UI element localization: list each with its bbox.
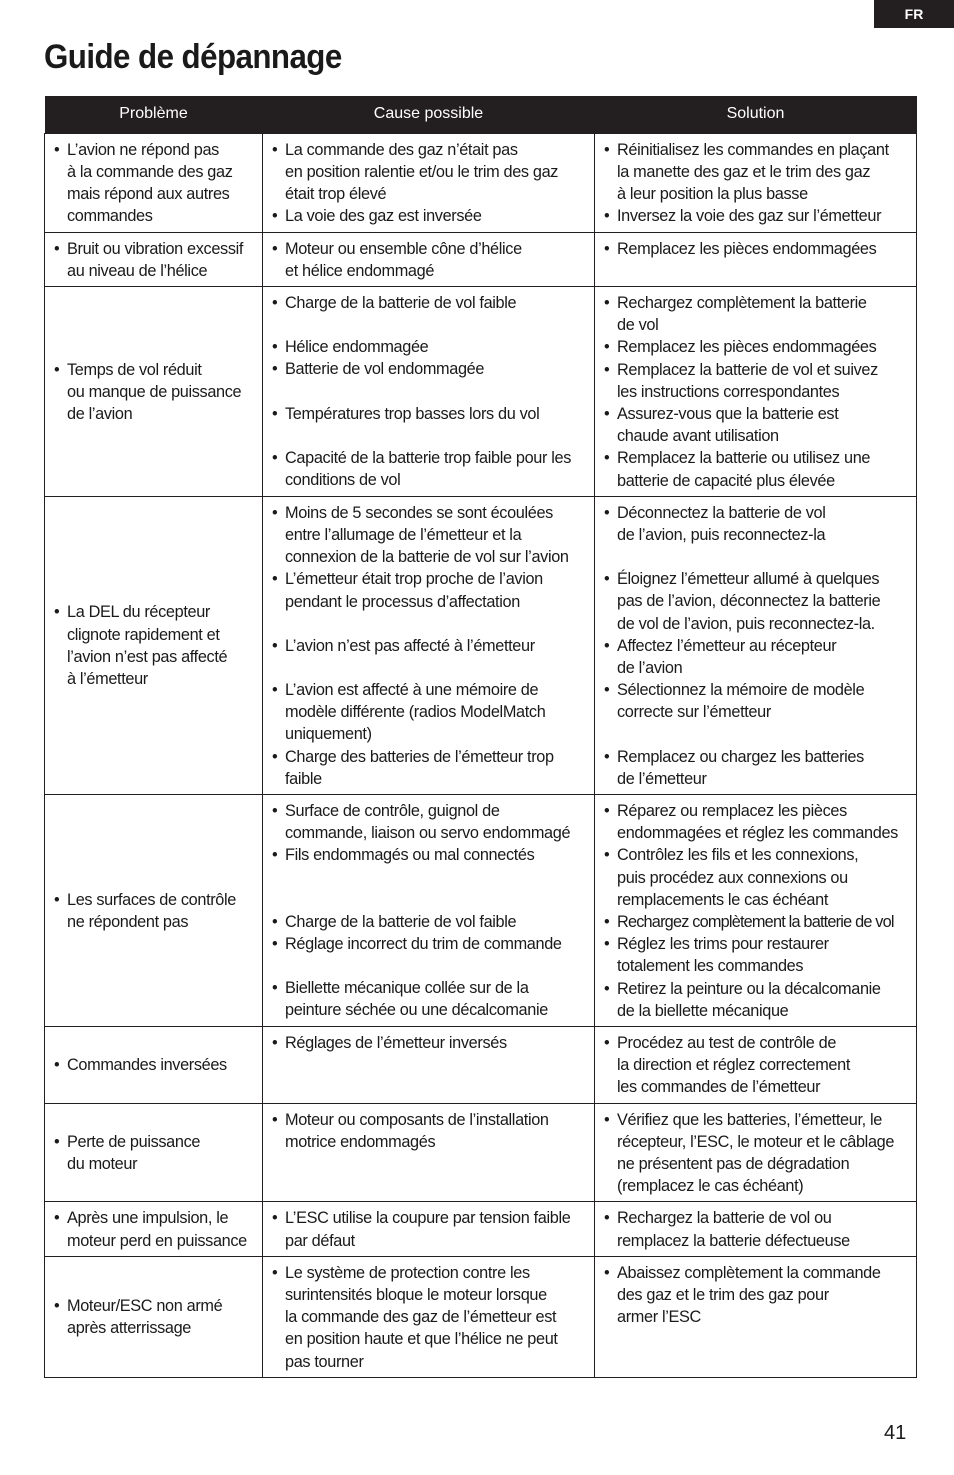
solution-item: • Assurez-vous que la batterie est chaude avant utilisation (604, 403, 908, 447)
cause-item: • Batterie de vol endommagée (272, 358, 586, 380)
table-header-row (45, 96, 917, 133)
cause-cell (263, 1202, 595, 1256)
table-body (45, 133, 917, 1377)
solution-item: • Réinitialisez les commandes en plaçant la manette des gaz et le trim des gaz à leur position la plus basse (604, 139, 908, 206)
problem-text: • Bruit ou vibration excessif au niveau de l’hélice (54, 238, 254, 282)
solution-item: • Remplacez la batterie de vol et suivez les instructions correspondantes (604, 359, 908, 403)
solution-cell (595, 286, 917, 496)
solution-item: • Rechargez complètement la batterie de vol (604, 292, 908, 336)
problem-text: • Les surfaces de contrôle ne répondent pas (54, 889, 254, 933)
problem-text: • Après une impulsion, le moteur perd en puissance (54, 1207, 254, 1251)
solution-item: • Sélectionnez la mémoire de modèle correcte sur l’émetteur (604, 679, 908, 723)
solution-item: • Affectez l’émetteur au récepteur de l’avion (604, 635, 908, 679)
problem-cell (45, 496, 263, 794)
problem-text: • L’avion ne répond pas à la commande des gaz mais répond aux autres commandes (54, 139, 254, 228)
table-row (45, 232, 917, 286)
cause-item: • Moins de 5 secondes se sont écoulées entre l’allumage de l’émetteur et la connexion de la batterie de vol sur l’avion (272, 502, 586, 569)
solution-item: • Inversez la voie des gaz sur l’émetteur (604, 205, 908, 227)
cause-cell (263, 133, 595, 232)
cause-item: • Charge de la batterie de vol faible (272, 292, 586, 314)
cause-item: • Charge de la batterie de vol faible (272, 911, 586, 933)
problem-cell (45, 1027, 263, 1104)
solution-item: • Remplacez les pièces endommagées (604, 238, 908, 260)
solution-item: • Déconnectez la batterie de vol de l’avion, puis reconnectez-la (604, 502, 908, 546)
cause-cell (263, 1027, 595, 1104)
cause-item: • Températures trop basses lors du vol (272, 403, 586, 425)
cause-cell (263, 232, 595, 286)
problem-cell (45, 133, 263, 232)
problem-text: • Moteur/ESC non armé après atterrissage (54, 1295, 254, 1339)
cause-cell (263, 286, 595, 496)
solution-item: • Remplacez ou chargez les batteries de l’émetteur (604, 746, 908, 790)
solution-cell (595, 794, 917, 1026)
cause-item: • Charge des batteries de l’émetteur trop faible (272, 746, 586, 790)
cause-item: • Hélice endommagée (272, 336, 586, 358)
cause-cell (263, 794, 595, 1026)
solution-item: • Procédez au test de contrôle de la direction et réglez correctement les commandes de l’émetteur (604, 1032, 908, 1099)
header-problem: Problème (45, 96, 263, 133)
cause-item: • L’ESC utilise la coupure par tension faible par défaut (272, 1207, 586, 1251)
header-solution: Solution (595, 96, 917, 133)
problem-text: • Perte de puissance du moteur (54, 1131, 254, 1175)
cause-item: • Capacité de la batterie trop faible pour les conditions de vol (272, 447, 586, 491)
solution-item: • Remplacez les pièces endommagées (604, 336, 908, 358)
solution-item: • Abaissez complètement la commande des gaz et le trim des gaz pour armer l’ESC (604, 1262, 908, 1329)
solution-item: • Remplacez la batterie ou utilisez une batterie de capacité plus élevée (604, 447, 908, 491)
table-row (45, 1103, 917, 1202)
problem-cell (45, 794, 263, 1026)
cause-item: • Réglages de l’émetteur inversés (272, 1032, 586, 1054)
problem-text: • Temps de vol réduit ou manque de puissance de l’avion (54, 359, 254, 426)
table-row (45, 496, 917, 794)
cause-item: • Fils endommagés ou mal connectés (272, 844, 586, 866)
solution-cell (595, 1103, 917, 1202)
solution-item: • Éloignez l’émetteur allumé à quelques pas de l’avion, déconnectez la batterie de vol de l’avion, puis reconnectez-la. (604, 568, 908, 635)
page-title: Guide de dépannage (44, 38, 342, 76)
cause-cell (263, 1103, 595, 1202)
solution-cell (595, 496, 917, 794)
solution-cell (595, 1027, 917, 1104)
solution-item: • Réparez ou remplacez les pièces endommagées et réglez les commandes (604, 800, 908, 844)
cause-item: • Biellette mécanique collée sur de la peinture séchée ou une décalcomanie (272, 977, 586, 1021)
problem-cell (45, 1202, 263, 1256)
cause-item: • L’émetteur était trop proche de l’avion pendant le processus d’affectation (272, 568, 586, 612)
problem-cell (45, 1256, 263, 1377)
solution-cell (595, 133, 917, 232)
cause-cell (263, 1256, 595, 1377)
table-row (45, 794, 917, 1026)
cause-item: • Moteur ou composants de l’installation motrice endommagés (272, 1109, 586, 1153)
language-tab: FR (874, 0, 954, 28)
solution-item: • Rechargez la batterie de vol ou remplacez la batterie défectueuse (604, 1207, 908, 1251)
cause-cell (263, 496, 595, 794)
cause-item: • La voie des gaz est inversée (272, 205, 586, 227)
table-row (45, 286, 917, 496)
table-row (45, 1256, 917, 1377)
solution-cell (595, 1256, 917, 1377)
cause-item: • Surface de contrôle, guignol de commande, liaison ou servo endommagé (272, 800, 586, 844)
solution-item: • Rechargez complètement la batterie de vol (604, 911, 908, 933)
problem-cell (45, 1103, 263, 1202)
table-row (45, 1027, 917, 1104)
solution-cell (595, 1202, 917, 1256)
page-number: 41 (884, 1422, 907, 1444)
solution-cell (595, 232, 917, 286)
solution-item: • Vérifiez que les batteries, l’émetteur, le récepteur, l’ESC, le moteur et le câblage ne présentent pas de dégradation (remplacez le cas échéant) (604, 1109, 908, 1198)
problem-cell (45, 286, 263, 496)
problem-text: • Commandes inversées (54, 1054, 254, 1076)
cause-item: • L’avion n’est pas affecté à l’émetteur (272, 635, 586, 657)
troubleshooting-table (44, 96, 917, 1378)
table-row (45, 133, 917, 232)
solution-item: • Contrôlez les fils et les connexions, puis procédez aux connexions ou remplacements le cas échéant (604, 844, 908, 911)
cause-item: • Réglage incorrect du trim de commande (272, 933, 586, 955)
problem-text: • La DEL du récepteur clignote rapidement et l’avion n’est pas affecté à l’émetteur (54, 601, 254, 690)
cause-item: • L’avion est affecté à une mémoire de modèle différente (radios ModelMatch uniquement) (272, 679, 586, 746)
cause-item: • Le système de protection contre les surintensités bloque le moteur lorsque la commande des gaz de l’émetteur est en position haute et que l’hélice ne peut pas tourner (272, 1262, 586, 1373)
header-cause: Cause possible (263, 96, 595, 133)
cause-item: • Moteur ou ensemble cône d’hélice et hélice endommagé (272, 238, 586, 282)
solution-item: • Retirez la peinture ou la décalcomanie de la biellette mécanique (604, 978, 908, 1022)
cause-item: • La commande des gaz n’était pas en position ralentie et/ou le trim des gaz était trop élevé (272, 139, 586, 206)
table-row (45, 1202, 917, 1256)
solution-item: • Réglez les trims pour restaurer totalement les commandes (604, 933, 908, 977)
problem-cell (45, 232, 263, 286)
